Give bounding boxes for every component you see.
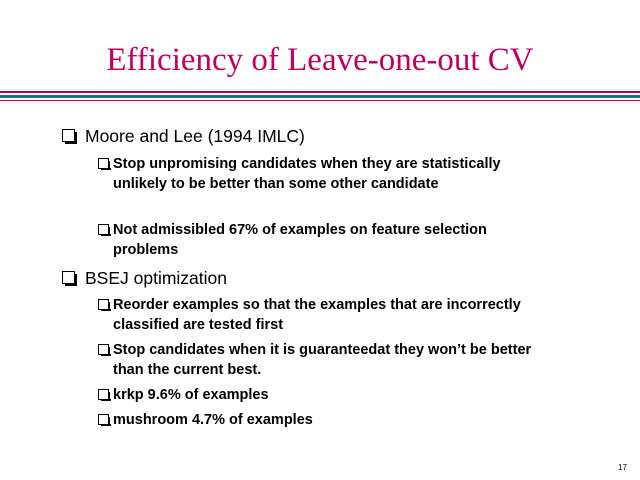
sub-bullet-text: Reorder examples so that the examples that are incorrectly classified are tested first (113, 297, 521, 333)
bullet-text: BSEJ optimization (85, 268, 228, 288)
sub-bullet-text: mushroom 4.7% of examples (113, 412, 313, 428)
square-bullet-icon (98, 158, 109, 169)
square-bullet-icon (98, 414, 109, 425)
title-rule-top (0, 91, 640, 93)
slide-title: Efficiency of Leave-one-out CV (106, 42, 534, 78)
square-bullet-icon (98, 389, 109, 400)
title-rule-middle (0, 95, 640, 98)
square-bullet-icon (98, 299, 109, 310)
sub-bullet-text: Not admissibled 67% of examples on feature selection problems (113, 222, 487, 258)
square-bullet-icon (62, 129, 75, 142)
sub-bullet-text: krkp 9.6% of examples (113, 387, 269, 403)
bullet-text: Moore and Lee (1994 IMLC) (85, 126, 305, 146)
square-bullet-icon (62, 271, 75, 284)
sub-bullet-text: Stop candidates when it is guaranteedat they won’t be better than the current best. (113, 342, 532, 378)
page-number: 17 (618, 463, 627, 472)
square-bullet-icon (98, 344, 109, 355)
sub-bullet-text: Stop unpromising candidates when they are statistically unlikely to be better than some other candidate (113, 156, 501, 192)
square-bullet-icon (98, 224, 109, 235)
title-rule-bottom (0, 100, 640, 101)
